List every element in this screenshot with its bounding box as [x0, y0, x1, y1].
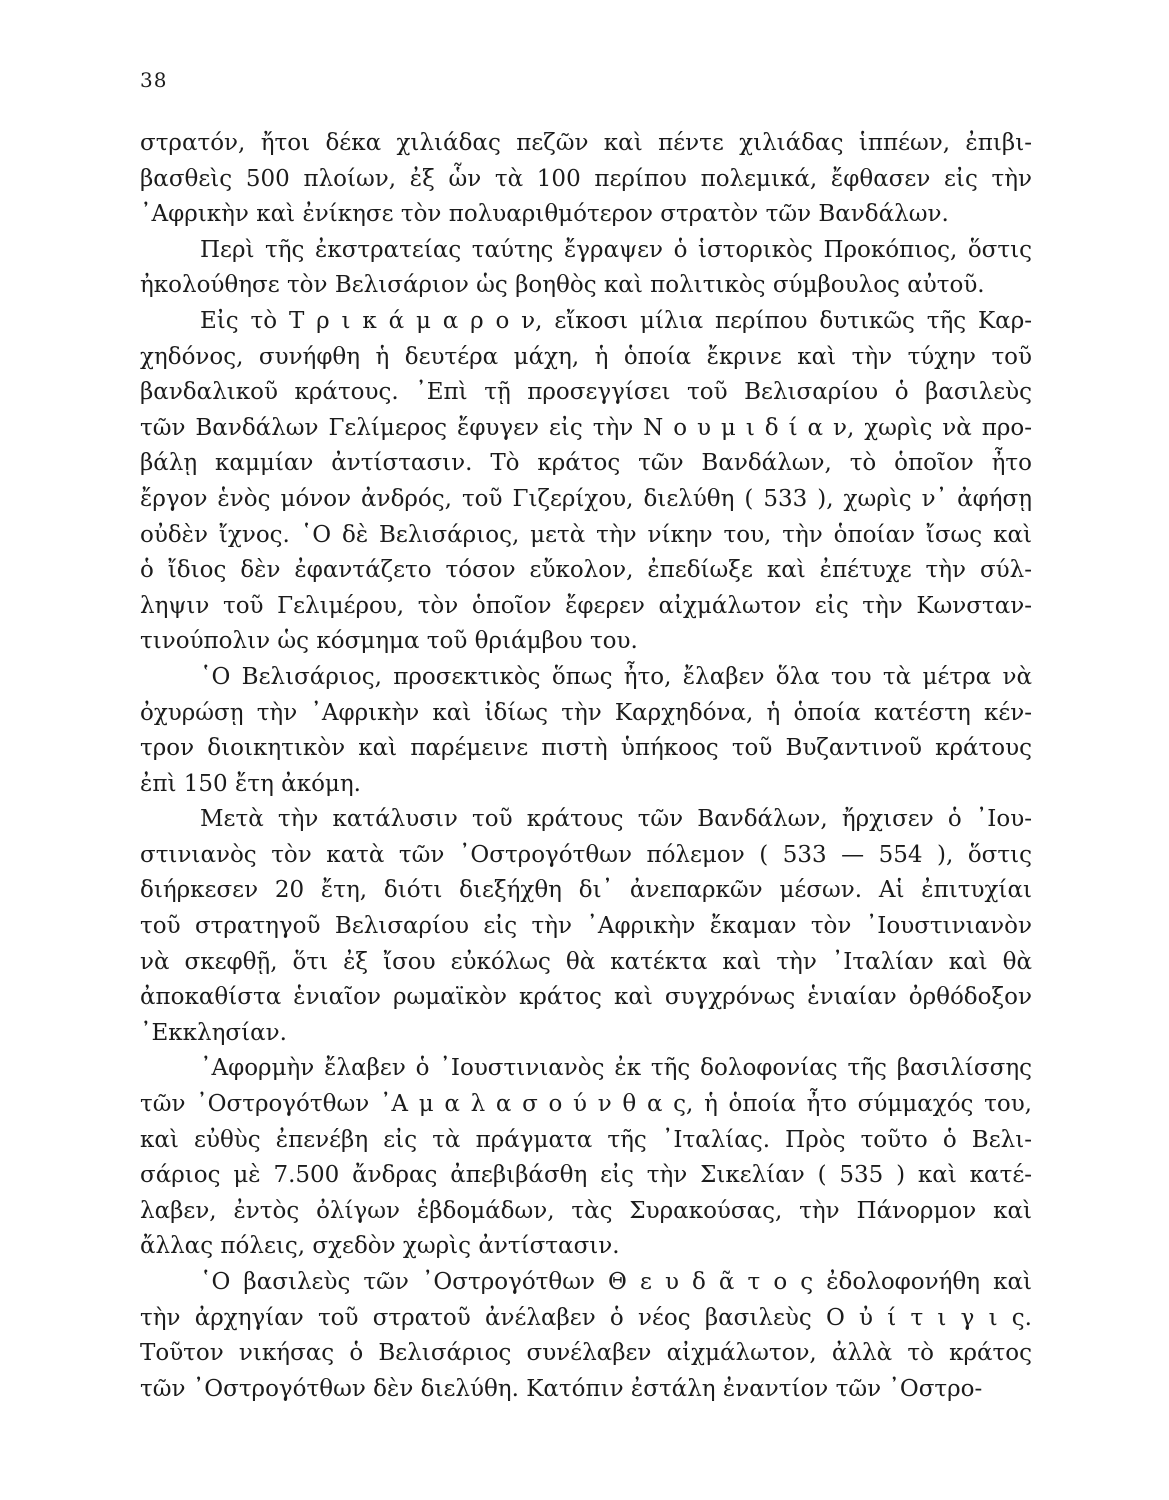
- text-line: ὁ ἴδιος δὲν ἐφαντάζετο τόσον εὔκολον, ἐπεδίωξε καὶ ἐπέτυχε τὴν σύλ-: [140, 557, 1032, 584]
- text-line: στινιανὸς τὸν κατὰ τῶν ᾿Οστρογότθων πόλεμον ( 533 — 554 ), ὅστις: [140, 841, 1032, 868]
- text-line: τῶν Βανδάλων Γελίμερος ἔφυγεν εἰς τὴν Ν ο υ μ ι δ ί α ν, χωρὶς νὰ προ-: [140, 414, 1032, 441]
- text-line: βάλῃ καμμίαν ἀντίστασιν. Τὸ κράτος τῶν Βανδάλων, τὸ ὁποῖον ἦτο: [140, 450, 1032, 477]
- text-line: Μετὰ τὴν κατάλυσιν τοῦ κράτους τῶν Βανδάλων, ἤρχισεν ὁ ᾿Ιου-: [200, 806, 1032, 833]
- text-line: ᾿Αφρικὴν καὶ ἐνίκησε τὸν πολυαριθμότερον στρατὸν τῶν Βανδάλων.: [140, 201, 949, 228]
- paragraph: [140, 126, 1032, 233]
- paragraph: [140, 1051, 1032, 1265]
- text-line: βανδαλικοῦ κράτους. ᾿Επὶ τῇ προσεγγίσει τοῦ Βελισαρίου ὁ βασιλεὺς: [140, 379, 1032, 406]
- paragraph: [140, 304, 1032, 660]
- text-line: ἔργον ἑνὸς μόνον ἀνδρός, τοῦ Γιζερίχου, διελύθη ( 533 ), χωρὶς ν᾿ ἀφήσῃ: [140, 485, 1032, 512]
- text-line: βασθεὶς 500 πλοίων, ἐξ ὧν τὰ 100 περίπου πολεμικά, ἔφθασεν εἰς τὴν: [140, 165, 1032, 192]
- text-line: ἐπὶ 150 ἔτη ἀκόμη.: [140, 770, 361, 797]
- text-line: ἄλλας πόλεις, σχεδὸν χωρὶς ἀντίστασιν.: [140, 1233, 620, 1260]
- text-line: καὶ εὐθὺς ἐπενέβη εἰς τὰ πράγματα τῆς ᾿Ιταλίας. Πρὸς τοῦτο ὁ Βελι-: [140, 1126, 1032, 1153]
- text-line: τοῦ στρατηγοῦ Βελισαρίου εἰς τὴν ᾿Αφρικὴν ἔκαμαν τὸν ᾿Ιουστινιανὸν: [140, 913, 1032, 940]
- body-text: [140, 126, 1032, 1407]
- text-line: ῾Ο Βελισάριος, προσεκτικὸς ὅπως ἦτο, ἔλαβεν ὅλα του τὰ μέτρα νὰ: [200, 663, 1032, 690]
- text-line: ἀποκαθίστα ἑνιαῖον ρωμαϊκὸν κράτος καὶ συγχρόνως ἑνιαίαν ὀρθόδοξον: [140, 984, 1032, 1011]
- text-line: Περὶ τῆς ἐκστρατείας ταύτης ἔγραψεν ὁ ἱστορικὸς Προκόπιος, ὅστις: [200, 236, 1032, 263]
- text-line: λαβεν, ἐντὸς ὀλίγων ἑβδομάδων, τὰς Συρακούσας, τὴν Πάνορμον καὶ: [140, 1197, 1032, 1224]
- text-line: οὐδὲν ἴχνος. ῾Ο δὲ Βελισάριος, μετὰ τὴν νίκην του, τὴν ὁποίαν ἴσως καὶ: [140, 521, 1032, 548]
- text-line: Τοῦτον νικήσας ὁ Βελισάριος συνέλαβεν αἰχμάλωτον, ἀλλὰ τὸ κράτος: [140, 1340, 1032, 1367]
- text-line: ᾿Εκκλησίαν.: [140, 1019, 287, 1046]
- text-line: ῾Ο βασιλεὺς τῶν ᾿Οστρογότθων Θ ε υ δ ᾶ τ ο ς ἐδολοφονήθη καὶ: [200, 1269, 1032, 1295]
- text-line: τινούπολιν ὡς κόσμημα τοῦ θριάμβου του.: [140, 628, 638, 655]
- paragraph: [140, 802, 1032, 1051]
- text-line: χηδόνος, συνήφθη ἡ δευτέρα μάχη, ἡ ὁποία ἔκρινε καὶ τὴν τύχην τοῦ: [140, 343, 1032, 370]
- text-line: στρατόν, ἤτοι δέκα χιλιάδας πεζῶν καὶ πέντε χιλιάδας ἱππέων, ἐπιβι-: [140, 130, 1032, 156]
- page-number: 38: [140, 68, 168, 92]
- text-line: ληψιν τοῦ Γελιμέρου, τὸν ὁποῖον ἔφερεν αἰχμάλωτον εἰς τὴν Κωνσταν-: [140, 592, 1032, 619]
- text-line: διήρκεσεν 20 ἔτη, διότι διεξήχθη δι᾿ ἀνεπαρκῶν μέσων. Αἱ ἐπιτυχίαι: [140, 877, 1032, 904]
- text-line: τὴν ἀρχηγίαν τοῦ στρατοῦ ἀνέλαβεν ὁ νέος βασιλεὺς Ο ὐ ί τ ι γ ι ς.: [140, 1304, 1032, 1331]
- text-line: τρον διοικητικὸν καὶ παρέμεινε πιστὴ ὑπήκοος τοῦ Βυζαντινοῦ κράτους: [140, 735, 1032, 762]
- text-line: τῶν ᾿Οστρογότθων ᾿Α μ α λ α σ ο ύ ν θ α ς, ἡ ὁποία ἦτο σύμμαχός του,: [140, 1091, 1032, 1118]
- paragraph: [140, 1265, 1032, 1407]
- paragraph: [140, 233, 1032, 304]
- text-line: νὰ σκεφθῇ, ὅτι ἐξ ἴσου εὐκόλως θὰ κατέκτα καὶ τὴν ᾿Ιταλίαν καὶ θὰ: [140, 948, 1032, 975]
- text-line: Εἰς τὸ Τ ρ ι κ ά μ α ρ ο ν, εἴκοσι μίλια περίπου δυτικῶς τῆς Καρ-: [200, 307, 1032, 334]
- text-line: ὀχυρώσῃ τὴν ᾿Αφρικὴν καὶ ἰδίως τὴν Καρχηδόνα, ἡ ὁποία κατέστη κέν-: [140, 699, 1032, 726]
- text-line: σάριος μὲ 7.500 ἄνδρας ἀπεβιβάσθη εἰς τὴν Σικελίαν ( 535 ) καὶ κατέ-: [140, 1162, 1032, 1189]
- paragraph: [140, 660, 1032, 802]
- text-line: ἠκολούθησε τὸν Βελισάριον ὡς βοηθὸς καὶ πολιτικὸς σύμβουλος αὐτοῦ.: [140, 272, 985, 299]
- text-line: ᾿Αφορμὴν ἔλαβεν ὁ ᾿Ιουστινιανὸς ἐκ τῆς δολοφονίας τῆς βασιλίσσης: [200, 1055, 1032, 1082]
- text-line: τῶν ᾿Οστρογότθων δὲν διελύθη. Κατόπιν ἐστάλη ἐναντίον τῶν ᾿Οστρο-: [140, 1375, 983, 1402]
